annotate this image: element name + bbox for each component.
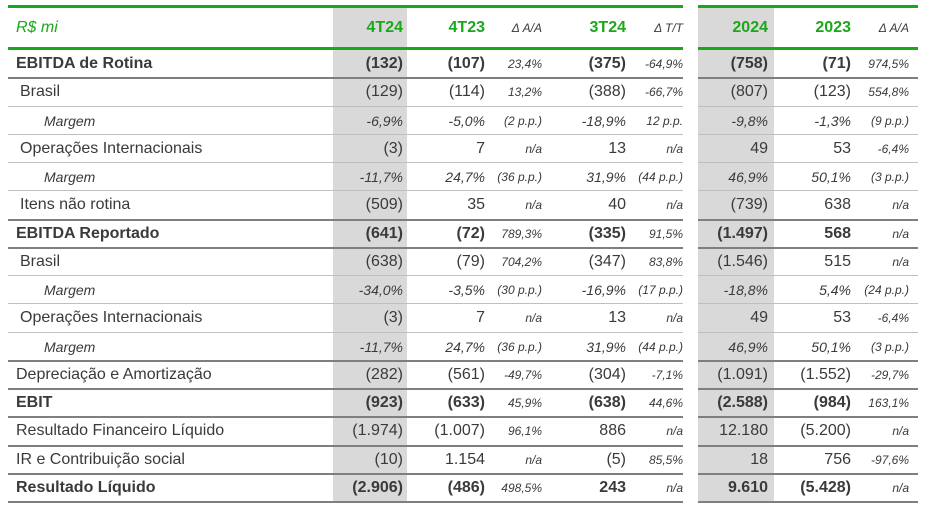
row-label: Operações Internacionais (20, 309, 203, 326)
cell-delta-aa-1: (2 p.p.) (503, 114, 542, 128)
cell-4t24: (923) (365, 394, 403, 411)
cell-2023: -1,3% (814, 113, 851, 129)
table-row (0, 361, 933, 389)
cell-delta-tt: n/a (666, 198, 683, 212)
unit-label: R$ mi (16, 19, 58, 36)
cell-2023: 50,1% (811, 169, 851, 185)
cell-delta-aa-1: 13,2% (507, 85, 542, 99)
cell-2023: (123) (813, 83, 851, 100)
cell-delta-aa-2: n/a (892, 227, 909, 241)
cell-delta-aa-1: (36 p.p.) (497, 170, 542, 184)
cell-3t24: (388) (588, 83, 626, 100)
cell-delta-tt: 85,5% (648, 453, 683, 467)
cell-delta-aa-2: -6,4% (877, 311, 909, 325)
table-row (0, 333, 933, 361)
cell-2024: (1.091) (717, 366, 768, 383)
cell-delta-aa-2: 163,1% (868, 396, 909, 410)
cell-delta-aa-1: (30 p.p.) (497, 283, 542, 297)
cell-delta-aa-1: n/a (525, 142, 542, 156)
row-label: Margem (44, 113, 96, 129)
row-label: EBITDA de Rotina (16, 55, 153, 72)
cell-delta-tt: n/a (666, 424, 683, 438)
cell-2023: 5,4% (819, 282, 851, 298)
cell-3t24: (375) (588, 55, 626, 72)
cell-delta-tt: n/a (666, 311, 683, 325)
row-label: Depreciação e Amortização (16, 366, 212, 383)
cell-delta-aa-2: 974,5% (868, 57, 909, 71)
cell-delta-aa-1: n/a (525, 453, 542, 467)
table-row (0, 191, 933, 219)
cell-2024: 46,9% (728, 169, 768, 185)
cell-delta-aa-2: -29,7% (870, 368, 909, 382)
cell-delta-aa-2: (3 p.p.) (870, 170, 909, 184)
cell-delta-tt: 12 p.p. (646, 114, 683, 128)
cell-delta-aa-2: -6,4% (877, 142, 909, 156)
cell-delta-aa-2: -97,6% (870, 453, 909, 467)
cell-2024: (1.546) (717, 253, 768, 270)
cell-4t23: (114) (448, 83, 485, 100)
cell-2024: (1.497) (717, 225, 768, 242)
cell-4t24: (509) (365, 196, 403, 213)
col-header-delta-aa-2: Δ A/A (878, 21, 909, 35)
cell-delta-tt: 91,5% (648, 227, 683, 241)
row-label: Margem (44, 339, 96, 355)
cell-delta-aa-1: n/a (525, 198, 542, 212)
cell-3t24: 40 (608, 196, 626, 213)
cell-4t23: (561) (447, 366, 485, 383)
row-label: Itens não rotina (20, 196, 131, 213)
cell-delta-tt: n/a (666, 481, 683, 495)
cell-delta-aa-2: (24 p.p.) (864, 283, 909, 297)
table-row (0, 78, 933, 106)
cell-delta-tt: n/a (666, 142, 683, 156)
cell-4t24: (282) (365, 366, 403, 383)
cell-delta-aa-2: n/a (892, 198, 909, 212)
row-label: Brasil (20, 253, 61, 270)
cell-2024: 9.610 (727, 479, 768, 496)
cell-2023: (984) (813, 394, 851, 411)
cell-2023: (5.428) (800, 479, 851, 496)
cell-3t24: 13 (608, 140, 626, 157)
cell-delta-aa-1: 23,4% (507, 57, 542, 71)
row-label: Margem (44, 169, 96, 185)
table-row (0, 135, 933, 163)
cell-4t24: -11,7% (359, 339, 403, 355)
cell-delta-tt: 44,6% (648, 396, 683, 410)
cell-2023: (5.200) (800, 422, 851, 439)
cell-delta-tt: -66,7% (644, 85, 683, 99)
cell-4t24: -6,9% (366, 113, 403, 129)
cell-2023: 515 (824, 253, 851, 270)
col-header-delta-aa-1: Δ A/A (511, 21, 542, 35)
cell-4t23: -3,5% (448, 282, 485, 298)
cell-2023: (71) (822, 55, 851, 72)
cell-4t23: (633) (447, 394, 485, 411)
cell-2023: 756 (824, 451, 851, 468)
cell-delta-aa-1: 498,5% (501, 481, 542, 495)
table-row (0, 276, 933, 304)
cell-3t24: 13 (608, 309, 626, 326)
cell-delta-aa-1: n/a (525, 311, 542, 325)
cell-2024: (739) (730, 196, 768, 213)
cell-4t23: 1.154 (444, 451, 485, 468)
cell-4t24: (10) (374, 451, 403, 468)
cell-4t24: (3) (383, 309, 403, 326)
cell-2024: -18,8% (723, 282, 768, 298)
table-row (0, 389, 933, 417)
cell-delta-aa-1: (36 p.p.) (497, 340, 542, 354)
cell-3t24: 243 (599, 479, 626, 496)
cell-delta-aa-2: (9 p.p.) (870, 114, 909, 128)
cell-2024: 18 (750, 451, 768, 468)
cell-4t23: 24,7% (445, 169, 485, 185)
cell-3t24: 886 (599, 422, 626, 439)
cell-2024: (807) (730, 83, 768, 100)
cell-delta-tt: (44 p.p.) (638, 340, 683, 354)
cell-2024: (758) (730, 55, 768, 72)
cell-2024: 46,9% (728, 339, 768, 355)
row-label: Resultado Líquido (16, 479, 156, 496)
cell-2023: 638 (824, 196, 851, 213)
cell-4t24: (1.974) (352, 422, 403, 439)
table-row (0, 163, 933, 191)
row-divider (8, 501, 683, 503)
table-row (0, 248, 933, 276)
cell-4t23: (107) (447, 55, 485, 72)
table-row (0, 50, 933, 78)
cell-4t23: 35 (467, 196, 485, 213)
cell-delta-aa-1: -49,7% (503, 368, 542, 382)
cell-4t24: (641) (365, 225, 403, 242)
cell-delta-tt: -64,9% (644, 57, 683, 71)
col-header-3t24: 3T24 (589, 19, 626, 36)
cell-delta-aa-1: 789,3% (501, 227, 542, 241)
cell-4t23: (486) (447, 479, 485, 496)
cell-delta-tt: 83,8% (648, 255, 683, 269)
cell-4t23: (72) (456, 225, 485, 242)
table-row (0, 107, 933, 135)
cell-4t24: (2.906) (352, 479, 403, 496)
col-header-2024: 2024 (732, 19, 768, 36)
table-row (0, 474, 933, 502)
cell-2024: 49 (750, 140, 768, 157)
cell-4t23: 7 (476, 140, 485, 157)
row-label: Operações Internacionais (20, 140, 203, 157)
cell-3t24: (638) (588, 394, 626, 411)
cell-3t24: 31,9% (586, 169, 626, 185)
cell-3t24: 31,9% (586, 339, 626, 355)
cell-delta-aa-1: 704,2% (501, 255, 542, 269)
cell-3t24: (5) (606, 451, 626, 468)
cell-4t23: 7 (476, 309, 485, 326)
cell-3t24: (347) (588, 253, 626, 270)
cell-4t24: -34,0% (358, 282, 403, 298)
cell-4t24: -11,7% (359, 169, 403, 185)
cell-delta-tt: (44 p.p.) (638, 170, 683, 184)
cell-2024: -9,8% (731, 113, 768, 129)
table-row (0, 304, 933, 332)
cell-3t24: (335) (588, 225, 626, 242)
table-row (0, 446, 933, 474)
cell-delta-aa-2: 554,8% (868, 85, 909, 99)
cell-2023: 50,1% (811, 339, 851, 355)
cell-2024: 49 (750, 309, 768, 326)
col-header-4t24: 4T24 (366, 19, 403, 36)
col-header-delta-tt: Δ T/T (654, 21, 683, 35)
cell-4t24: (132) (365, 55, 403, 72)
cell-2024: (2.588) (717, 394, 768, 411)
table-row (0, 417, 933, 445)
cell-delta-aa-2: n/a (892, 424, 909, 438)
cell-4t23: (79) (456, 253, 485, 270)
cell-4t24: (129) (365, 83, 403, 100)
row-label: IR e Contribuição social (16, 451, 185, 468)
cell-2023: 53 (833, 309, 851, 326)
col-header-2023: 2023 (815, 19, 851, 36)
row-label: Resultado Financeiro Líquido (16, 422, 225, 439)
cell-delta-tt: -7,1% (651, 368, 683, 382)
col-header-4t23: 4T23 (448, 19, 485, 36)
cell-4t24: (638) (365, 253, 403, 270)
cell-2023: (1.552) (800, 366, 851, 383)
cell-4t24: (3) (383, 140, 403, 157)
cell-3t24: -16,9% (581, 282, 626, 298)
cell-delta-aa-2: (3 p.p.) (870, 340, 909, 354)
row-label: Margem (44, 282, 96, 298)
row-label: Brasil (20, 83, 61, 100)
cell-4t23: (1.007) (434, 422, 485, 439)
cell-3t24: -18,9% (581, 113, 626, 129)
row-label: EBIT (16, 394, 53, 411)
cell-4t23: 24,7% (445, 339, 485, 355)
cell-2023: 568 (824, 225, 851, 242)
table-row (0, 220, 933, 248)
cell-delta-aa-2: n/a (892, 481, 909, 495)
cell-3t24: (304) (588, 366, 626, 383)
row-divider (698, 501, 918, 503)
cell-delta-tt: (17 p.p.) (638, 283, 683, 297)
cell-2024: 12.180 (719, 422, 768, 439)
cell-4t23: -5,0% (448, 113, 485, 129)
cell-2023: 53 (833, 140, 851, 157)
cell-delta-aa-1: 96,1% (507, 424, 542, 438)
cell-delta-aa-1: 45,9% (507, 396, 542, 410)
row-label: EBITDA Reportado (16, 225, 160, 242)
cell-delta-aa-2: n/a (892, 255, 909, 269)
